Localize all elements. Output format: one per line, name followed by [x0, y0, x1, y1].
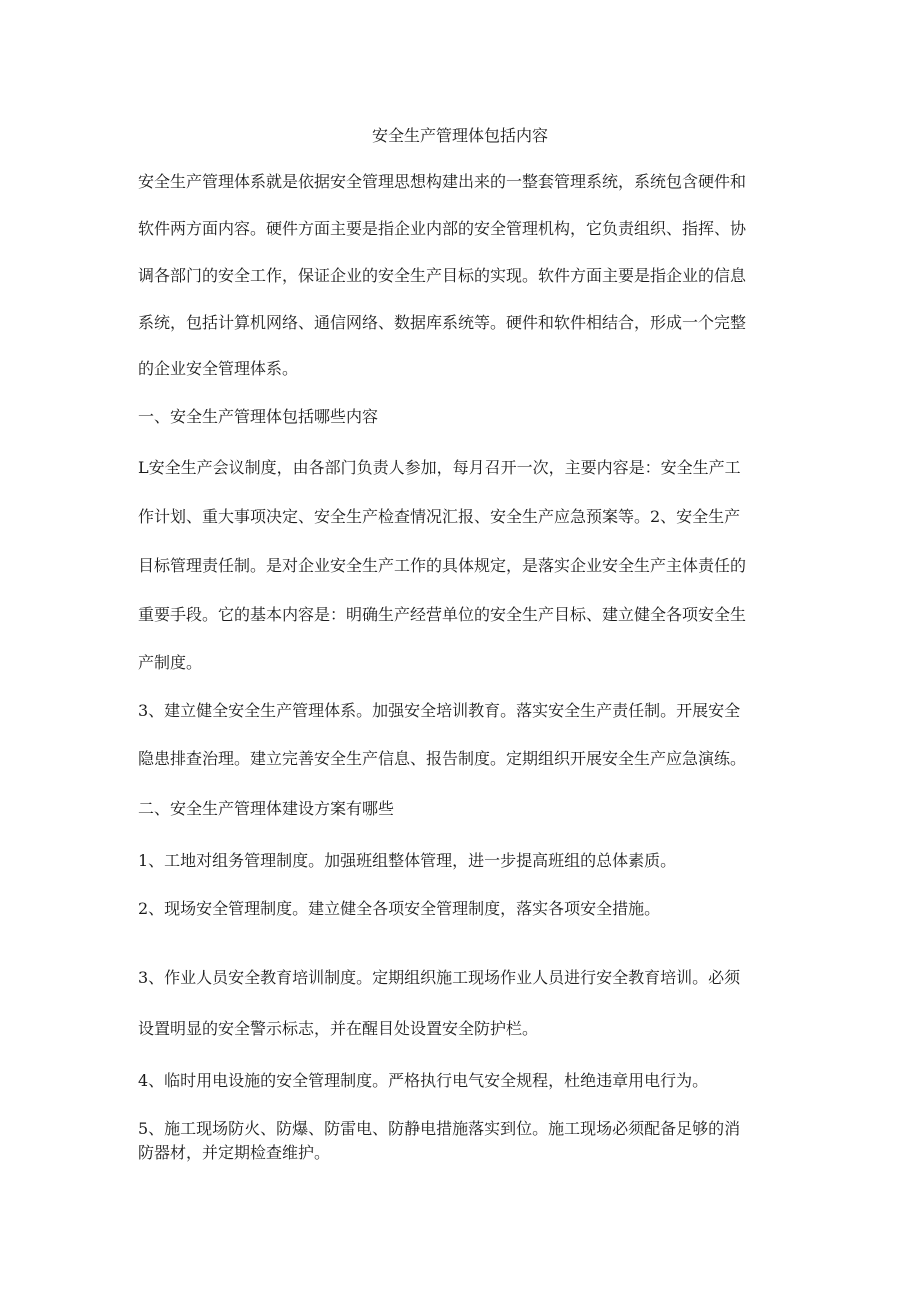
intro-line-1: 安全生产管理体系就是依据安全管理思想构建出来的一整套管理系统，系统包含硬件和	[138, 172, 747, 191]
intro-line-3: 调各部门的安全工作，保证企业的安全生产目标的实现。软件方面主要是指企业的信息	[138, 266, 747, 285]
section2-item-5-line-1: 5、施工现场防火、防爆、防雷电、防静电措施落实到位。施工现场必须配备足够的消	[138, 1119, 741, 1138]
section2-item-3-line-1: 3、作业人员安全教育培训制度。定期组织施工现场作业人员进行安全教育培训。必须	[138, 968, 741, 987]
section2-item-2: 2、现场安全管理制度。建立健全各项安全管理制度，落实各项安全措施。	[138, 899, 661, 918]
section1-para1-line-2: 作计划、重大事项决定、安全生产检查情况汇报、安全生产应急预案等。2、安全生产	[138, 507, 741, 526]
section2-item-4: 4、临时用电设施的安全管理制度。严格执行电气安全规程，杜绝违章用电行为。	[138, 1071, 709, 1090]
section2-item-3-line-2: 设置明显的安全警示标志，并在醒目处设置安全防护栏。	[138, 1019, 539, 1038]
document-title: 安全生产管理体包括内容	[371, 126, 548, 145]
section1-heading: 一、安全生产管理体包括哪些内容	[138, 407, 379, 426]
section2-item-1: 1、工地对组务管理制度。加强班组整体管理，进一步提高班组的总体素质。	[138, 851, 677, 870]
intro-line-2: 软件两方面内容。硬件方面主要是指企业内部的安全管理机构，它负责组织、指挥、协	[138, 219, 747, 238]
section1-para1-line-3: 目标管理责任制。是对企业安全生产工作的具体规定，是落实企业安全生产主体责任的	[138, 556, 747, 575]
section1-para2-line-1: 3、建立健全安全生产管理体系。加强安全培训教育。落实安全生产责任制。开展安全	[138, 701, 741, 720]
section2-heading: 二、安全生产管理体建设方案有哪些	[138, 799, 395, 818]
section2-item-5-line-2: 防器材，并定期检查维护。	[138, 1143, 331, 1162]
section1-para2-line-2: 隐患排查治理。建立完善安全生产信息、报告制度。定期组织开展安全生产应急演练。	[138, 749, 747, 768]
section1-para1-line-1: L安全生产会议制度，由各部门负责人参加，每月召开一次，主要内容是：安全生产工	[138, 458, 741, 477]
intro-line-4: 系统，包括计算机网络、通信网络、数据库系统等。硬件和软件相结合，形成一个完整	[138, 313, 747, 332]
intro-line-5: 的企业安全管理体系。	[138, 359, 299, 378]
section1-para1-line-4: 重要手段。它的基本内容是：明确生产经营单位的安全生产目标、建立健全各项安全生	[138, 605, 747, 624]
section1-para1-line-5: 产制度。	[138, 653, 203, 672]
